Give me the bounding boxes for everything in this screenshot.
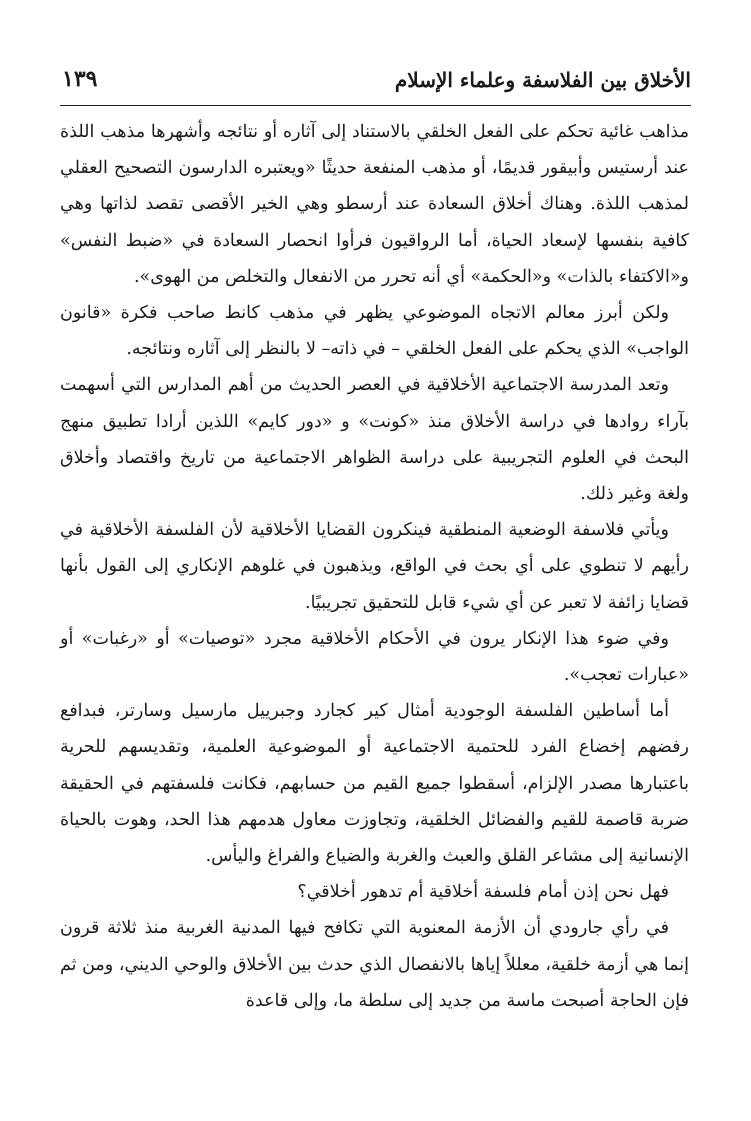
- paragraph: ويأتي فلاسفة الوضعية المنطقية فينكرون القضايا الأخلاقية لأن الفلسفة الأخلاقية في رأيهم لا تنطوي على أي بحث في الواقع، ويذهبون في غلوهم الإنكاري إلى القول بأنها قضايا زائفة لا تعبر عن أي شيء قابل للتحقيق تجريبيًا.: [60, 520, 689, 613]
- header-divider: [60, 105, 691, 106]
- paragraph: فهل نحن إذن أمام فلسفة أخلاقية أم تدهور أخلاقي؟: [297, 882, 669, 903]
- paragraph: أما أساطين الفلسفة الوجودية أمثال كير كجارد وجبرييل مارسيل وسارتر، فبدافع رفضهم إخضاع الفرد للحتمية الاجتماعية أو الموضوعية العلمية، وتقديسهم للحرية باعتبارها مصدر الإلزام، أسقطوا جميع القيم من حسابهم، فكانت فلسفتهم في الحقيقة ضربة قاصمة للقيم والفضائل الخلقية، وتجاوزت معاول هدمهم هذا الحد، وهوت بالحياة الإنسانية إلى مشاعر القلق والعبث والغربة والضياع والفراغ واليأس.: [60, 701, 689, 867]
- paragraph: في رأي جارودي أن الأزمة المعنوية التي تكافح فيها المدنية الغربية منذ ثلاثة قرون إنما هي أزمة خلقية، معللاً إياها بالانفصال الذي حدث بين الأخلاق والوحي الديني، ومن ثم فإن الحاجة أصبحت ماسة من جديد إلى سلطة ما، وإلى قاعدة: [60, 918, 689, 1011]
- header-title: الأخلاق بين الفلاسفة وعلماء الإسلام: [394, 68, 691, 92]
- page-number: ١٣٩: [62, 66, 98, 92]
- page-body: [60, 114, 689, 1019]
- running-header: [60, 64, 691, 104]
- paragraph: ولكن أبرز معالم الاتجاه الموضوعي يظهر في مذهب كانط صاحب فكرة «قانون الواجب» الذي يحكم على الفعل الخلقي – في ذاته– لا بالنظر إلى آثاره ونتائجه.: [60, 303, 689, 360]
- paragraph: مذاهب غائية تحكم على الفعل الخلقي بالاستناد إلى آثاره أو نتائجه وأشهرها مذهب اللذة عند أرستيس وأبيقور قديمًا، أو مذهب المنفعة حديثًا «ويعتبره الدارسون التصحيح العقلي لمذهب اللذة. وهناك أخلاق السعادة عند أرسطو وهي الخير الأقصى تقصد لذاتها وهي كافية بنفسها لإسعاد الحياة، أما الرواقيون فرأوا انحصار السعادة في «ضبط النفس» و«الاكتفاء بالذات» و«الحكمة» أي أنه تحرر من الانفعال والتخلص من الهوى».: [60, 122, 689, 287]
- paragraph: وتعد المدرسة الاجتماعية الأخلاقية في العصر الحديث من أهم المدارس التي أسهمت بآراء روادها في دراسة الأخلاق منذ «كونت» و «دور كايم» اللذين أرادا تطبيق منهج البحث في العلوم التجريبية على دراسة الظواهر الاجتماعية من تاريخ واقتصاد وأخلاق ولغة وغير ذلك.: [60, 375, 689, 505]
- paragraph: وفي ضوء هذا الإنكار يرون في الأحكام الأخلاقية مجرد «توصيات» أو «رغبات» أو «عبارات تعجب».: [60, 628, 689, 686]
